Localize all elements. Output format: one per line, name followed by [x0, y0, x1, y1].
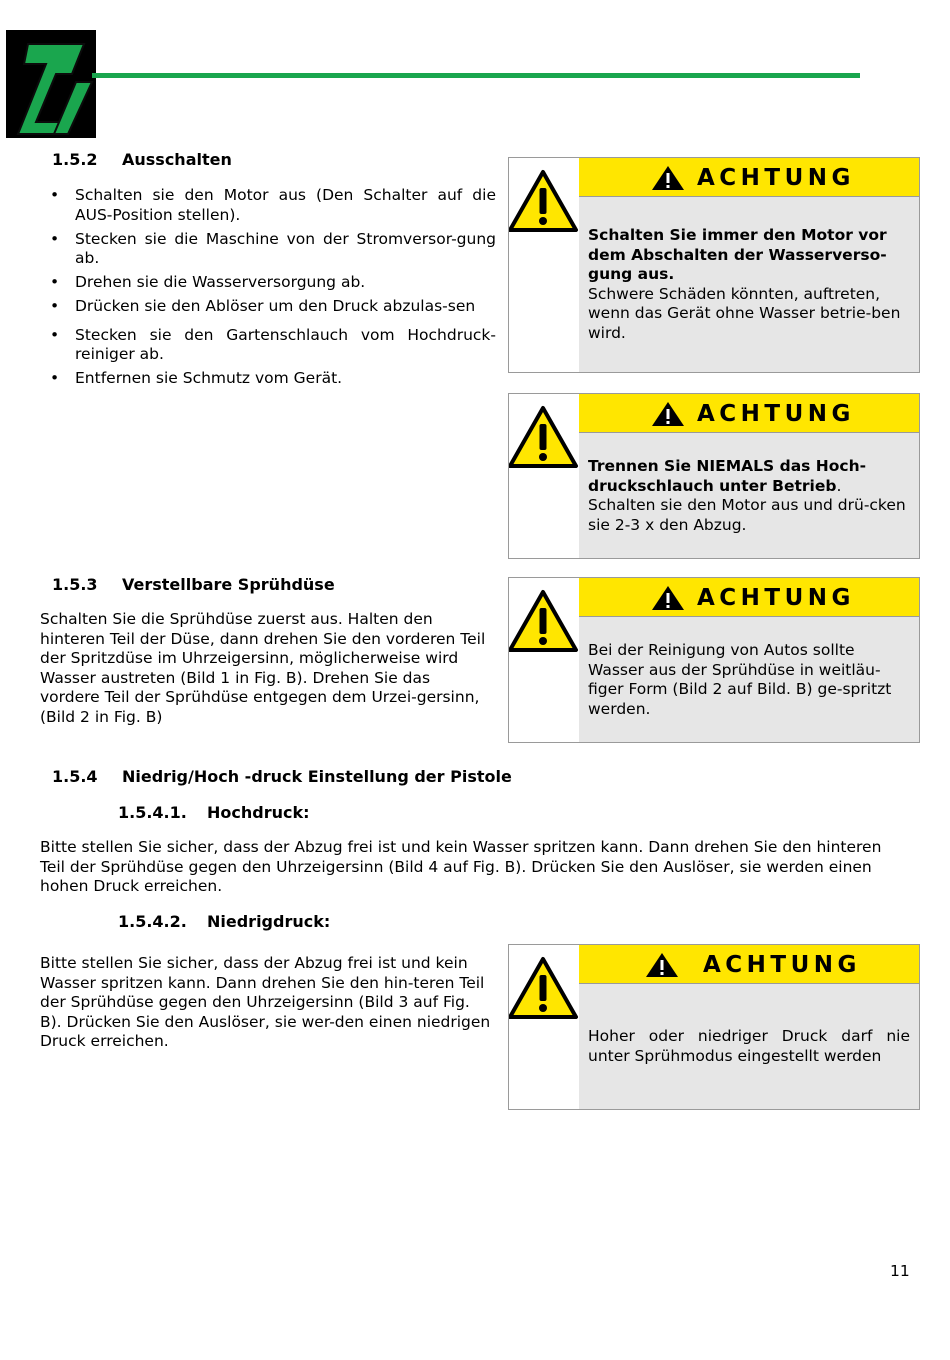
list-item: • Drehen sie die Wasserversorgung ab. — [40, 273, 496, 293]
warning-header — [579, 158, 919, 197]
warning-text: Schwere Schäden könnten, auftreten, wenn das Gerät ohne Wasser betrie-ben wird. — [588, 284, 901, 342]
warning-body — [579, 984, 919, 1109]
warning-title: ACHTUNG — [697, 401, 855, 427]
warning-title: ACHTUNG — [697, 165, 855, 191]
exclamation-icon — [652, 586, 684, 610]
warning-text: Hoher oder niedriger Druck darf nie unter Sprühmodus eingestellt werden — [588, 1027, 910, 1065]
warning-header — [579, 394, 919, 433]
warning-title: ACHTUNG — [703, 952, 861, 978]
warning-title: ACHTUNG — [697, 585, 855, 611]
section-heading-1-5-2: 1.5.2 Ausschalten — [52, 150, 232, 169]
warning-body — [579, 433, 919, 558]
shutdown-steps-list — [40, 186, 496, 393]
list-item: • Entfernen sie Schmutz vom Gerät. — [40, 369, 496, 389]
warning-icon-cell — [509, 158, 580, 372]
warning-box-nozzle — [508, 577, 920, 743]
exclamation-icon — [652, 402, 684, 426]
warning-body — [579, 617, 919, 742]
list-item: • Stecken sie den Gartenschlauch vom Hochdruck-reiniger ab. — [40, 326, 496, 365]
high-pressure-paragraph: Bitte stellen Sie sicher, dass der Abzug frei ist und kein Wasser spritzen kann. Dann drehen Sie den hinteren Teil der Sprühdüse gegen den Uhrzeigersinn (Bild 4 auf Fig. B). Drücken Sie den Auslöser, sie werden einen hohen Druck erreichen. — [40, 838, 882, 895]
list-item: • Drücken sie den Ablöser um den Druck abzulas-sen — [40, 297, 496, 317]
warning-box-motor — [508, 157, 920, 373]
low-pressure-paragraph: Bitte stellen Sie sicher, dass der Abzug frei ist und kein Wasser spritzen kann. Dann drehen Sie den hin-teren Teil der Sprühdüse gegen den Uhrzeigersinn (Bild 3 auf Fig. B). Drücken Sie den Auslöser, sie wer-den einen niedrigen Druck erreichen. — [40, 954, 491, 1050]
subsection-heading-high-pressure: 1.5.4.1. Hochdruck: — [118, 803, 310, 822]
exclamation-icon — [652, 166, 684, 190]
page-number: 11 — [890, 1262, 910, 1280]
nozzle-paragraph: Schalten Sie die Sprühdüse zuerst aus. Halten den hinteren Teil der Düse, dann drehen Sie den vorderen Teil der Spritzdüse im Uhrzeigersinn, möglicherweise wird Wasser austreten (Bild 1 in Fig. B). Drehen Sie das vordere Teil der Sprühdüse entgegen dem Urzei-gersinn, (Bild 2 in Fig. B) — [40, 610, 486, 726]
warning-icon-cell — [509, 394, 580, 558]
warning-body — [579, 197, 919, 372]
warning-triangle-icon — [509, 588, 579, 656]
warning-triangle-icon — [509, 404, 579, 472]
warning-bold-text: Trennen Sie NIEMALS das Hoch-druckschlauch unter Betrieb — [588, 457, 867, 495]
header-rule — [92, 73, 860, 78]
warning-header — [579, 578, 919, 617]
list-item: • Stecken sie die Maschine von der Stromversor-gung ab. — [40, 230, 496, 269]
warning-text: Schalten sie den Motor aus und drü-cken sie 2-3 x den Abzug. — [588, 496, 906, 534]
warning-icon-cell — [509, 578, 580, 742]
warning-box-pressure — [508, 944, 920, 1110]
warning-icon-cell — [509, 945, 580, 1109]
warning-bold-suffix: . — [836, 476, 842, 495]
warning-triangle-icon — [509, 168, 579, 236]
subsection-heading-low-pressure: 1.5.4.2. Niedrigdruck: — [118, 912, 331, 931]
company-logo — [6, 30, 96, 138]
warning-text: Bei der Reinigung von Autos sollte Wasser aus der Sprühdüse in weitläu-figer Form (Bild 2 auf Bild. B) ge-spritzt werden. — [588, 641, 892, 718]
warning-triangle-icon — [509, 955, 579, 1023]
exclamation-icon — [646, 953, 678, 977]
section-heading-1-5-3: 1.5.3 Verstellbare Sprühdüse — [52, 575, 335, 594]
warning-box-hose — [508, 393, 920, 559]
section-heading-1-5-4: 1.5.4 Niedrig/Hoch -druck Einstellung der Pistole — [52, 767, 512, 786]
warning-bold-text: Schalten Sie immer den Motor vor dem Abschalten der Wasserverso-gung aus. — [588, 226, 887, 283]
list-item: • Schalten sie den Motor aus (Den Schalter auf die AUS-Position stellen). — [40, 186, 496, 225]
warning-header — [579, 945, 919, 984]
